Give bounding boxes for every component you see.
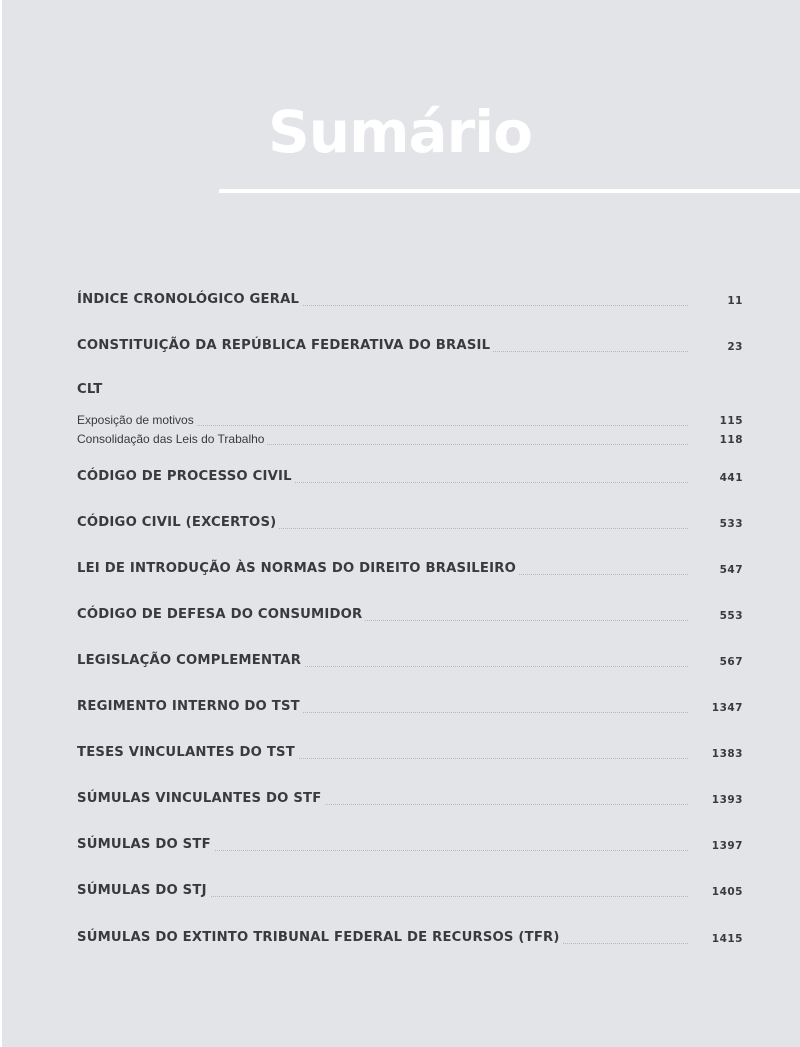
toc-entry-label: SÚMULAS VINCULANTES DO STF <box>77 791 324 806</box>
toc-entry-cdc[interactable] <box>77 604 743 624</box>
toc-entry-constituicao[interactable] <box>77 335 743 355</box>
toc-entry-codigo-civil[interactable] <box>77 512 743 532</box>
toc-entry-label: CONSTITUIÇÃO DA REPÚBLICA FEDERATIVA DO BRASIL <box>77 338 493 353</box>
toc-entry-label: LEGISLAÇÃO COMPLEMENTAR <box>77 653 304 668</box>
toc-entry-page: 115 <box>719 415 743 427</box>
toc-entry-label: REGIMENTO INTERNO DO TST <box>77 699 303 714</box>
toc-entry-label: LEI DE INTRODUÇÃO ÀS NORMAS DO DIREITO BRASILEIRO <box>77 561 519 576</box>
toc-subentry-exposicao[interactable] <box>77 409 743 429</box>
toc-entry-page: 118 <box>719 434 743 446</box>
toc-entry-page: 1405 <box>711 886 743 898</box>
toc-entry-sumulas-vinculantes-stf[interactable] <box>77 788 743 808</box>
toc-entry-page: 1393 <box>711 794 743 806</box>
toc-entry-legislacao[interactable] <box>77 650 743 670</box>
toc-entry-page: 1397 <box>711 840 743 852</box>
toc-entry-page: 1383 <box>711 748 743 760</box>
toc-entry-page: 567 <box>719 656 743 668</box>
toc-entry-label: SÚMULAS DO STF <box>77 837 214 852</box>
toc-entry-label: SÚMULAS DO STJ <box>77 883 210 898</box>
toc-entry-page: 1347 <box>711 702 743 714</box>
toc-entry-page: 553 <box>719 610 743 622</box>
toc-entry-label: SÚMULAS DO EXTINTO TRIBUNAL FEDERAL DE RECURSOS (TFR) <box>77 930 563 945</box>
toc-subentry-consolidacao[interactable] <box>77 428 743 448</box>
toc-section-clt: CLT <box>77 382 103 397</box>
toc-entry-page: 11 <box>727 295 743 307</box>
title-underline <box>219 189 800 193</box>
toc-entry-regimento[interactable] <box>77 696 743 716</box>
toc-entry-label: Consolidação das Leis do Trabalho <box>77 432 267 446</box>
toc-entry-page: 533 <box>719 518 743 530</box>
toc-entry-page: 1415 <box>711 933 743 945</box>
toc-entry-sumulas-stj[interactable] <box>77 880 743 900</box>
toc-entry-label: ÍNDICE CRONOLÓGICO GERAL <box>77 292 302 307</box>
toc-entry-page: 441 <box>719 472 743 484</box>
toc-entry-page: 547 <box>719 564 743 576</box>
toc-entry-label: CÓDIGO DE DEFESA DO CONSUMIDOR <box>77 607 365 622</box>
toc-entry-label: Exposição de motivos <box>77 413 197 427</box>
toc-entry-label: TESES VINCULANTES DO TST <box>77 745 298 760</box>
toc-entry-label: CÓDIGO DE PROCESSO CIVIL <box>77 469 295 484</box>
toc-entry-indice[interactable] <box>77 289 743 309</box>
toc-entry-lindb[interactable] <box>77 558 743 578</box>
page-title: Sumário <box>268 98 532 166</box>
toc-entry-page: 23 <box>727 341 743 353</box>
toc-entry-cpc[interactable] <box>77 466 743 486</box>
toc-entry-teses[interactable] <box>77 742 743 762</box>
toc-entry-sumulas-tfr[interactable] <box>77 927 743 947</box>
toc-entry-label: CÓDIGO CIVIL (EXCERTOS) <box>77 515 279 530</box>
toc-entry-sumulas-stf[interactable] <box>77 834 743 854</box>
